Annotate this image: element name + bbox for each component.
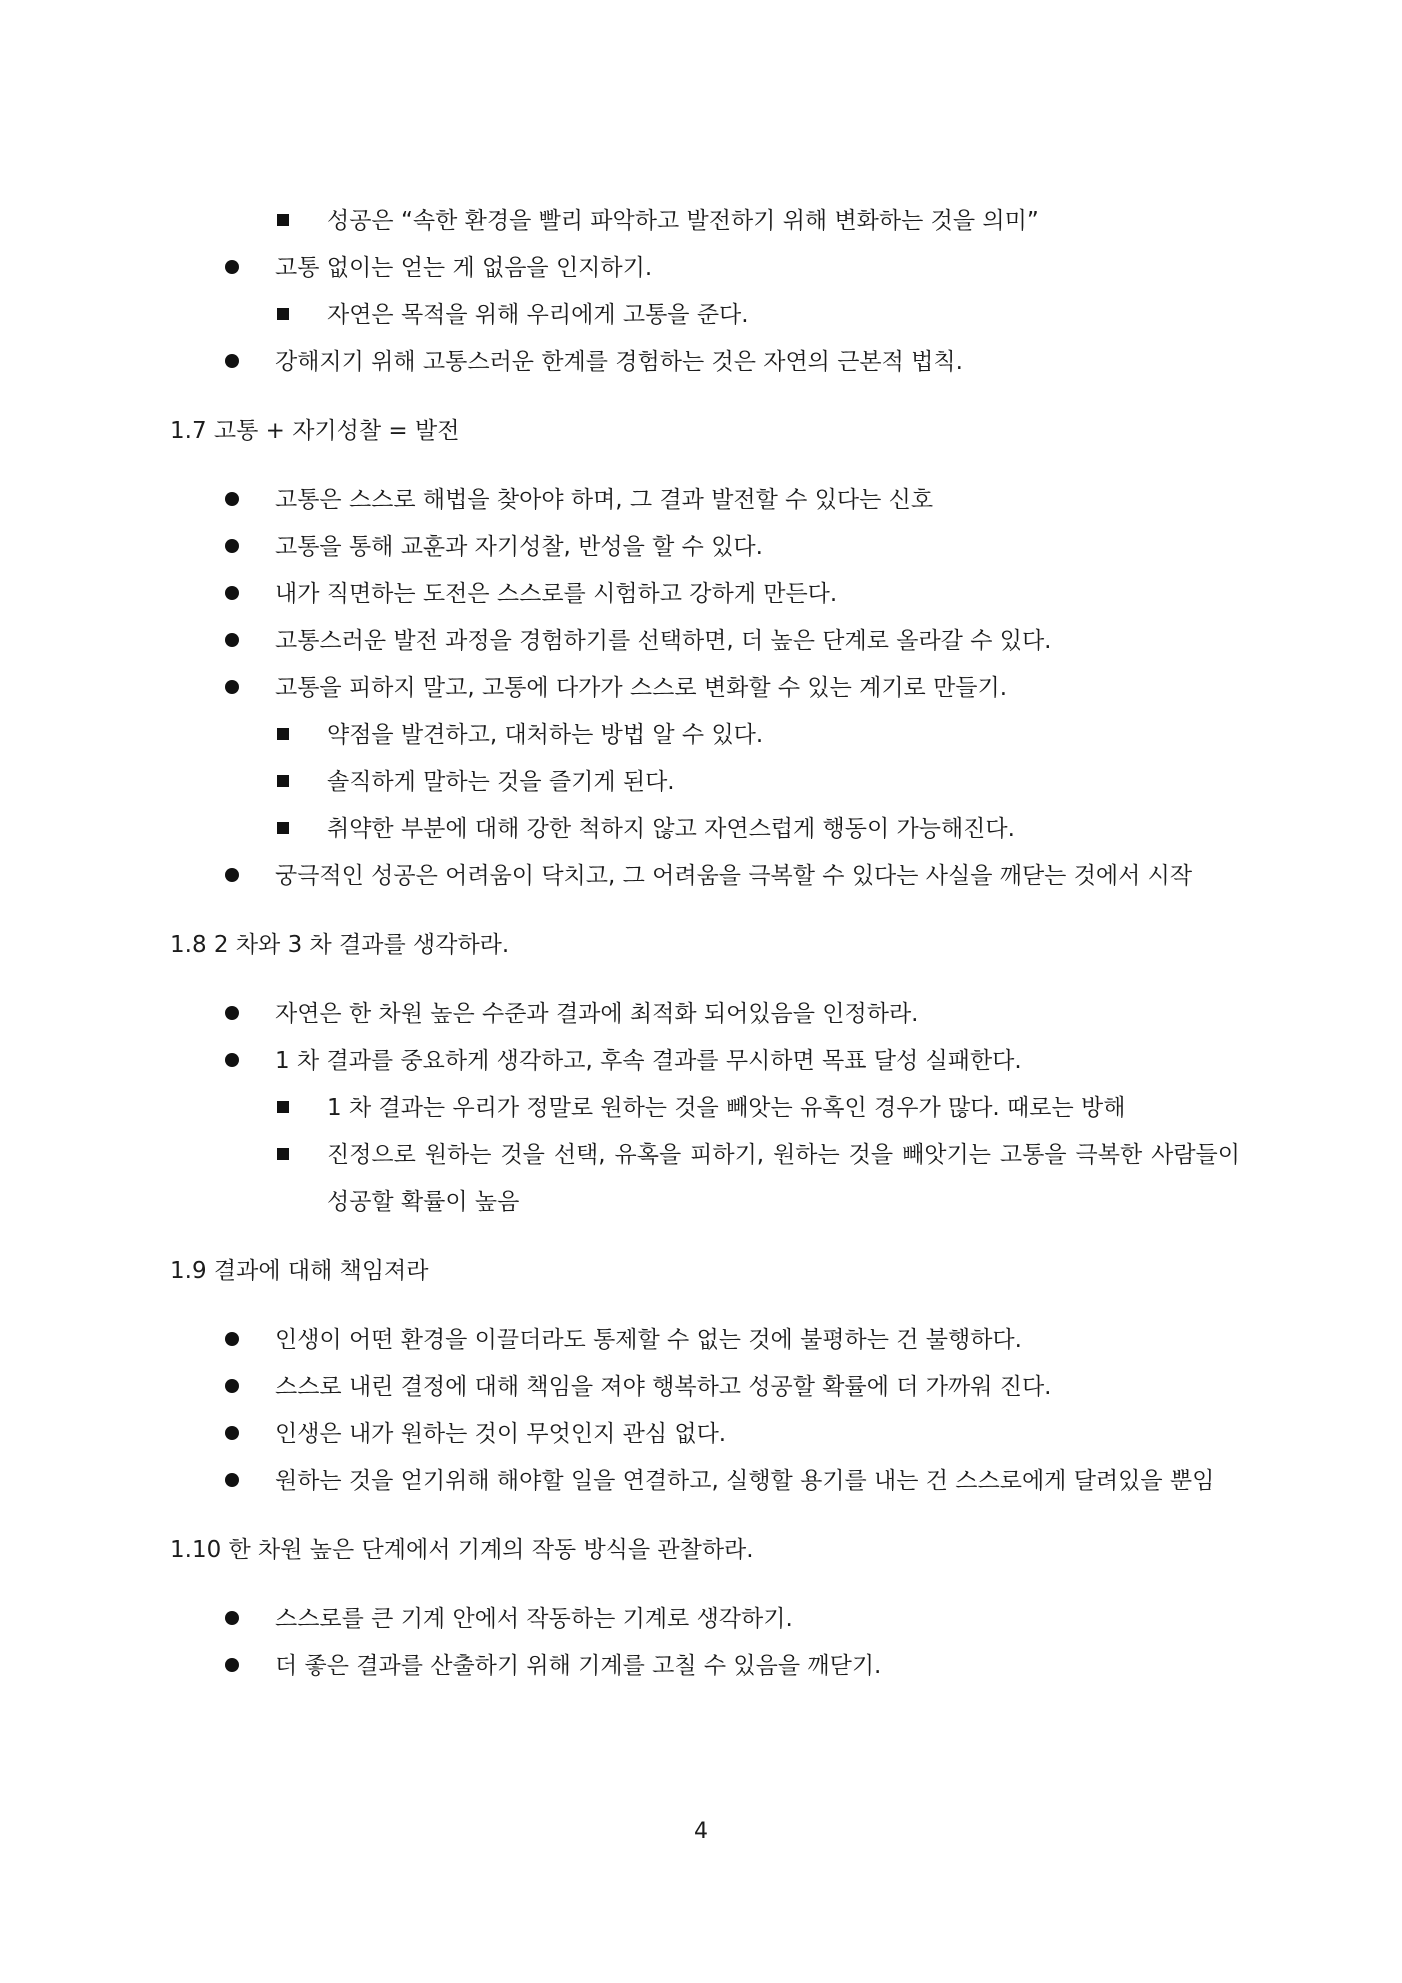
bullet-item (170, 571, 1240, 618)
item-text: 자연은 한 차원 높은 수준과 결과에 최적화 되어있음을 인정하라. (275, 1001, 919, 1027)
dot-shape (225, 492, 239, 506)
sub-bullet-item (170, 198, 1240, 245)
item-text: 고통을 피하지 말고, 고통에 다가가 스스로 변화할 수 있는 계기로 만들기. (275, 675, 1008, 701)
bullet-item (170, 1364, 1240, 1411)
bullet-dot-icon (225, 524, 239, 571)
item-text: 약점을 발견하고, 대처하는 방법 알 수 있다. (327, 722, 764, 748)
dot-shape (225, 586, 239, 600)
section-heading (170, 1527, 1240, 1574)
dot-shape (225, 1379, 239, 1393)
bullet-dot-icon (225, 618, 239, 665)
dot-shape (225, 868, 239, 882)
bullet-square-icon (277, 1132, 289, 1179)
square-shape (277, 308, 289, 320)
sub-bullet-item (170, 806, 1240, 853)
sub-bullet-item (170, 759, 1240, 806)
dot-shape (225, 1426, 239, 1440)
section-heading-text: 1.9 결과에 대해 책임져라 (170, 1258, 429, 1284)
item-text: 진정으로 원하는 것을 선택, 유혹을 피하기, 원하는 것을 빼앗기는 고통을 극복한 사람들이 성공할 확률이 높음 (327, 1142, 1240, 1215)
bullet-square-icon (277, 712, 289, 759)
dot-shape (225, 1658, 239, 1672)
dot-shape (225, 1611, 239, 1625)
bullet-item (170, 618, 1240, 665)
item-text: 고통은 스스로 해법을 찾아야 하며, 그 결과 발전할 수 있다는 신호 (275, 487, 934, 513)
sub-bullet-item (170, 1132, 1240, 1226)
square-shape (277, 214, 289, 226)
bullet-item (170, 477, 1240, 524)
item-text: 고통 없이는 얻는 게 없음을 인지하기. (275, 255, 653, 281)
dot-shape (225, 1473, 239, 1487)
dot-shape (225, 1332, 239, 1346)
page-content (170, 198, 1240, 1690)
bullet-dot-icon (225, 477, 239, 524)
item-text: 스스로 내린 결정에 대해 책임을 져야 행복하고 성공할 확률에 더 가까워 진다. (275, 1374, 1052, 1400)
section-heading-text: 1.8 2 차와 3 차 결과를 생각하라. (170, 932, 510, 958)
item-text: 1 차 결과를 중요하게 생각하고, 후속 결과를 무시하면 목표 달성 실패한다. (275, 1048, 1022, 1074)
bullet-item (170, 524, 1240, 571)
item-text: 원하는 것을 얻기위해 해야할 일을 연결하고, 실행할 용기를 내는 건 스스로에게 달려있을 뿐임 (275, 1468, 1215, 1494)
bullet-dot-icon (225, 571, 239, 618)
square-shape (277, 775, 289, 787)
item-text: 궁극적인 성공은 어려움이 닥치고, 그 어려움을 극복할 수 있다는 사실을 깨닫는 것에서 시작 (275, 863, 1193, 889)
dot-shape (225, 1053, 239, 1067)
section-heading-text: 1.7 고통 + 자기성찰 = 발전 (170, 418, 460, 444)
section-heading (170, 1248, 1240, 1295)
dot-shape (225, 680, 239, 694)
bullet-dot-icon (225, 991, 239, 1038)
bullet-item (170, 1411, 1240, 1458)
bullet-square-icon (277, 1085, 289, 1132)
bullet-dot-icon (225, 853, 239, 900)
bullet-item (170, 991, 1240, 1038)
page-number: 4 (694, 1819, 708, 1844)
bullet-item (170, 1317, 1240, 1364)
section-heading (170, 408, 1240, 455)
square-shape (277, 1148, 289, 1160)
bullet-dot-icon (225, 1458, 239, 1505)
item-text: 강해지기 위해 고통스러운 한계를 경험하는 것은 자연의 근본적 법칙. (275, 349, 963, 375)
bullet-item (170, 665, 1240, 712)
item-text: 인생은 내가 원하는 것이 무엇인지 관심 없다. (275, 1421, 727, 1447)
bullet-item (170, 339, 1240, 386)
section-heading-text: 1.10 한 차원 높은 단계에서 기계의 작동 방식을 관찰하라. (170, 1537, 754, 1563)
item-text: 고통스러운 발전 과정을 경험하기를 선택하면, 더 높은 단계로 올라갈 수 있다. (275, 628, 1052, 654)
item-text: 1 차 결과는 우리가 정말로 원하는 것을 빼앗는 유혹인 경우가 많다. 때로는 방해 (327, 1095, 1126, 1121)
sub-bullet-item (170, 1085, 1240, 1132)
bullet-square-icon (277, 806, 289, 853)
item-text: 내가 직면하는 도전은 스스로를 시험하고 강하게 만든다. (275, 581, 838, 607)
bullet-item (170, 1038, 1240, 1085)
bullet-square-icon (277, 198, 289, 245)
bullet-square-icon (277, 759, 289, 806)
bullet-dot-icon (225, 1317, 239, 1364)
dot-shape (225, 354, 239, 368)
dot-shape (225, 633, 239, 647)
dot-shape (225, 260, 239, 274)
square-shape (277, 728, 289, 740)
bullet-dot-icon (225, 339, 239, 386)
square-shape (277, 1101, 289, 1113)
bullet-item (170, 1643, 1240, 1690)
bullet-item (170, 1596, 1240, 1643)
bullet-dot-icon (225, 1364, 239, 1411)
bullet-item (170, 245, 1240, 292)
item-text: 인생이 어떤 환경을 이끌더라도 통제할 수 없는 것에 불평하는 건 불행하다. (275, 1327, 1022, 1353)
bullet-item (170, 1458, 1240, 1505)
square-shape (277, 822, 289, 834)
bullet-item (170, 853, 1240, 900)
bullet-dot-icon (225, 1643, 239, 1690)
item-text: 취약한 부분에 대해 강한 척하지 않고 자연스럽게 행동이 가능해진다. (327, 816, 1015, 842)
item-text: 고통을 통해 교훈과 자기성찰, 반성을 할 수 있다. (275, 534, 763, 560)
sub-bullet-item (170, 292, 1240, 339)
bullet-dot-icon (225, 665, 239, 712)
item-text: 더 좋은 결과를 산출하기 위해 기계를 고칠 수 있음을 깨닫기. (275, 1653, 882, 1679)
section-heading (170, 922, 1240, 969)
bullet-dot-icon (225, 1038, 239, 1085)
item-text: 자연은 목적을 위해 우리에게 고통을 준다. (327, 302, 749, 328)
item-text: 성공은 “속한 환경을 빨리 파악하고 발전하기 위해 변화하는 것을 의미” (327, 208, 1039, 234)
sub-bullet-item (170, 712, 1240, 759)
bullet-dot-icon (225, 245, 239, 292)
dot-shape (225, 539, 239, 553)
item-text: 스스로를 큰 기계 안에서 작동하는 기계로 생각하기. (275, 1606, 793, 1632)
item-text: 솔직하게 말하는 것을 즐기게 된다. (327, 769, 675, 795)
bullet-dot-icon (225, 1411, 239, 1458)
bullet-dot-icon (225, 1596, 239, 1643)
dot-shape (225, 1006, 239, 1020)
bullet-square-icon (277, 292, 289, 339)
